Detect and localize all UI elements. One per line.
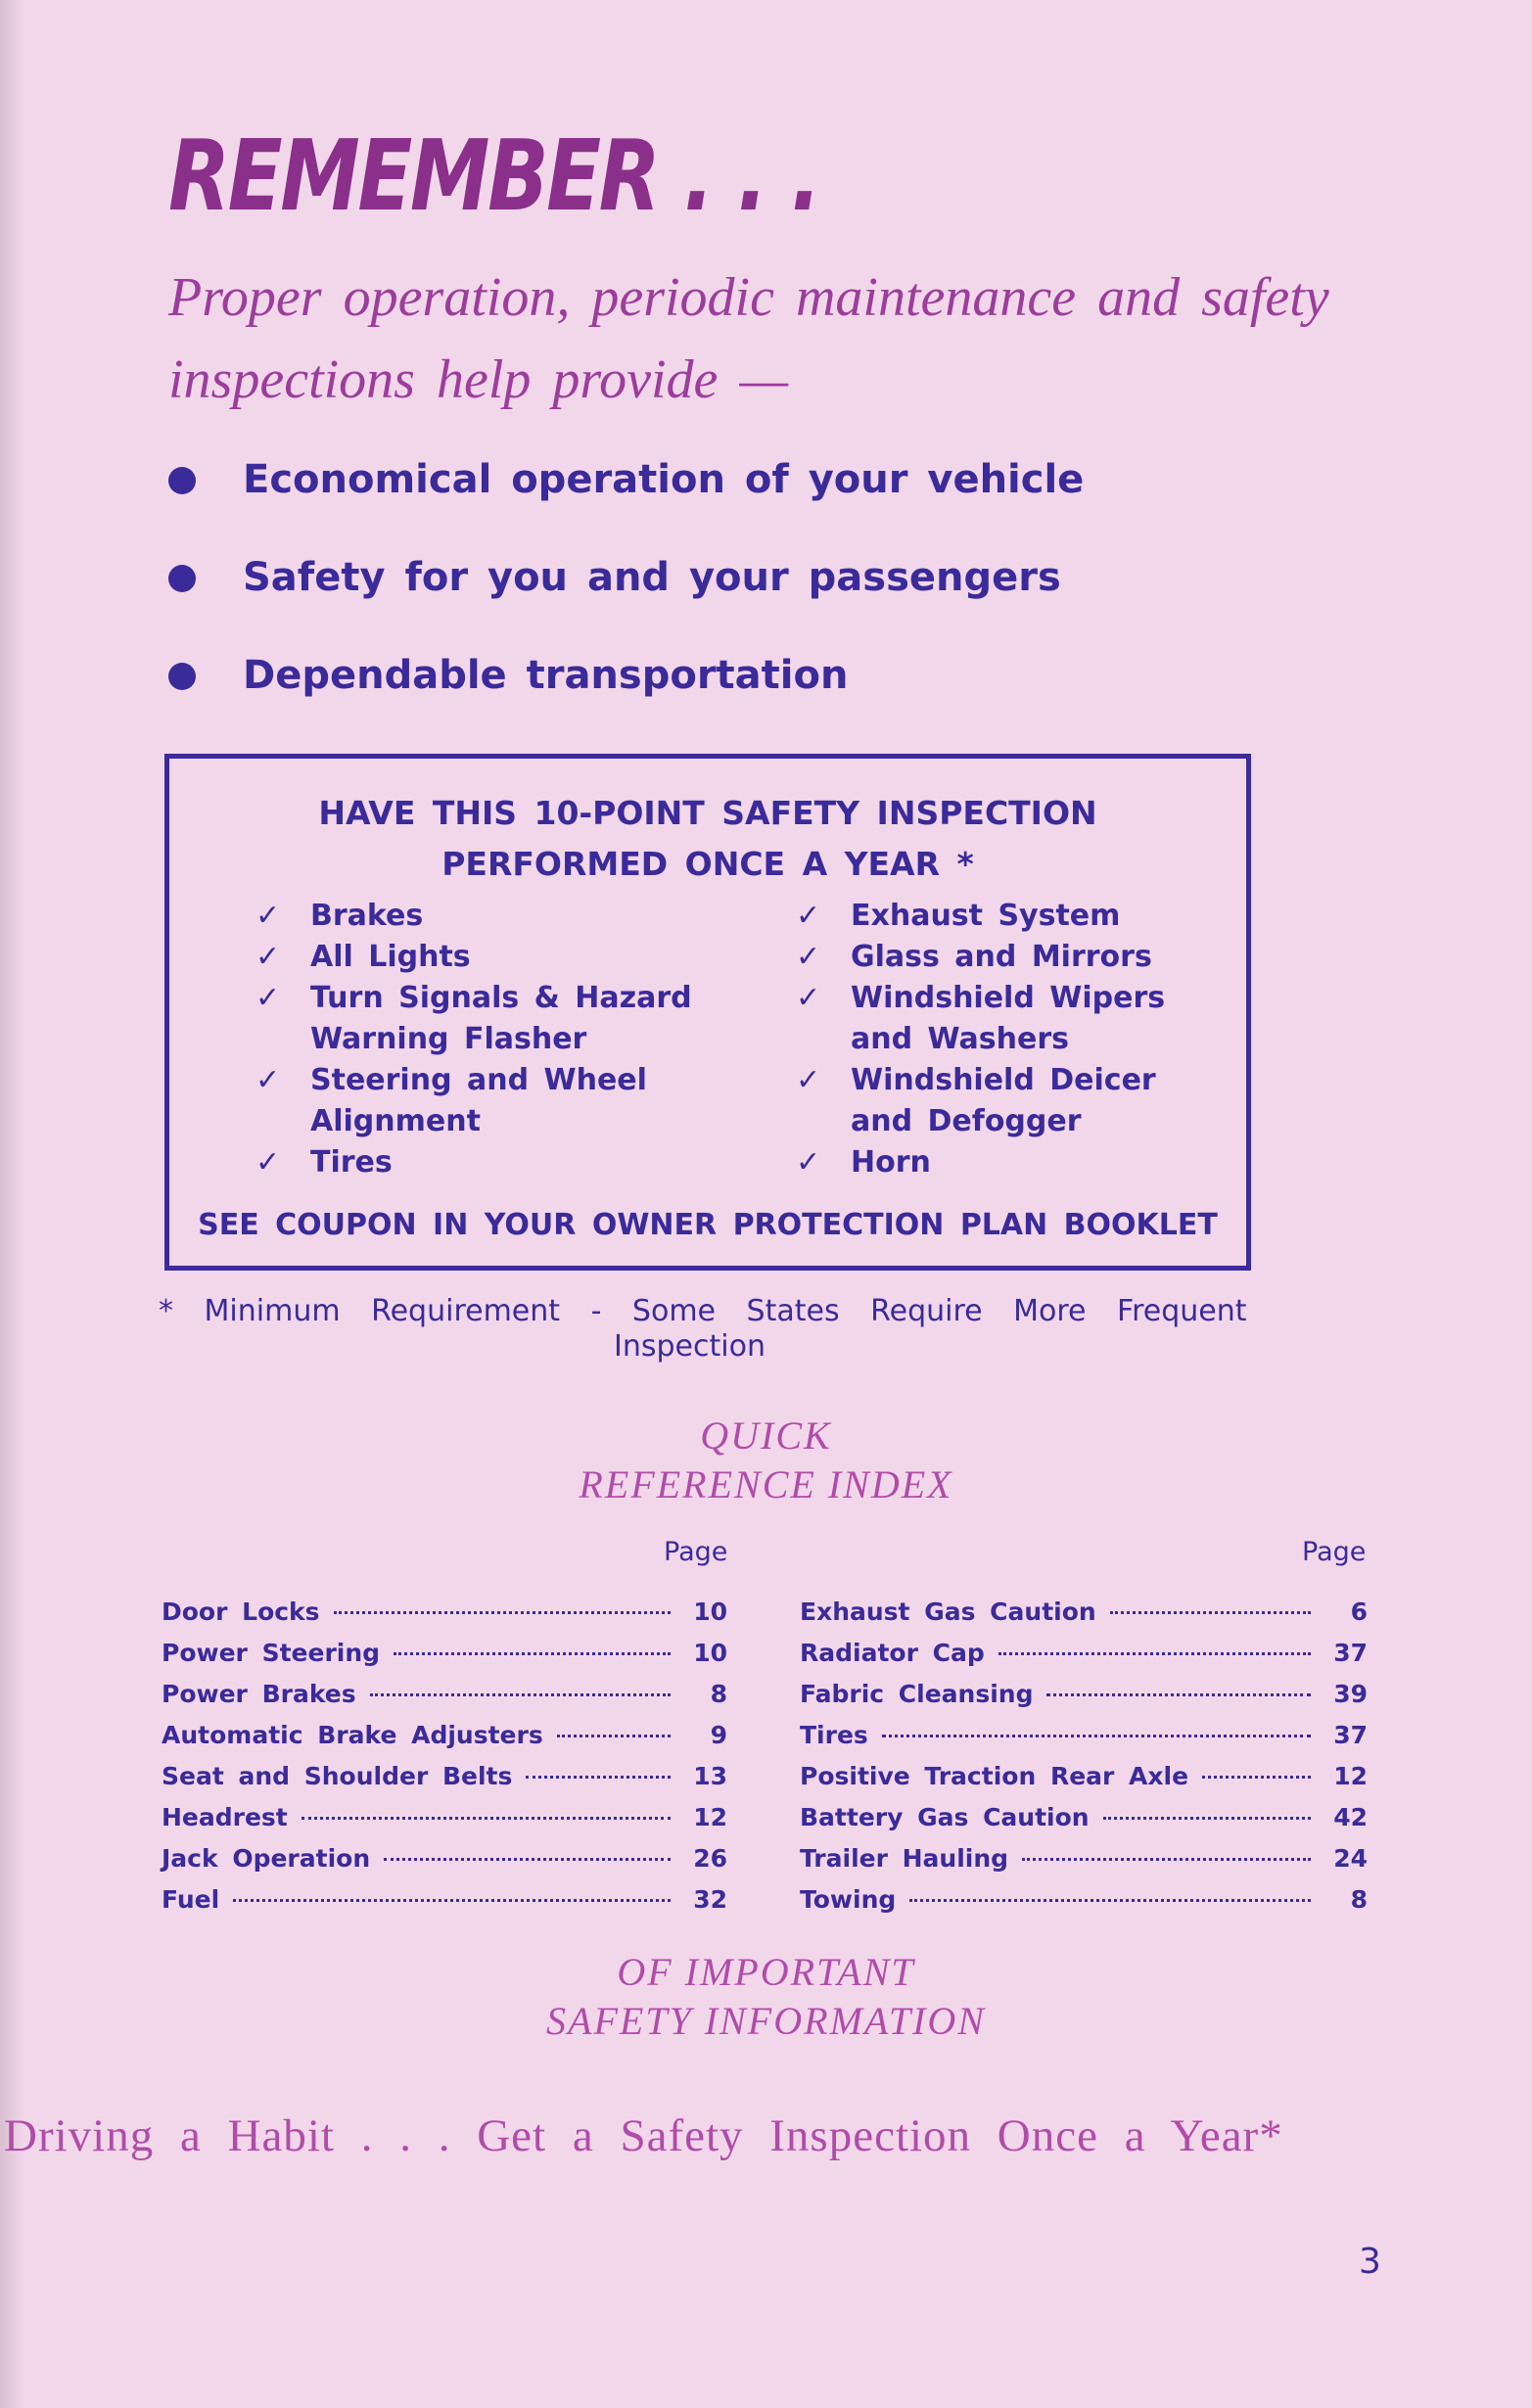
index-title-line2: REFERENCE INDEX [579,1462,953,1506]
index-topic: Power Brakes [162,1680,356,1708]
dot-leader [557,1735,671,1737]
index-entry [162,1762,727,1803]
checklist-item [255,1142,716,1183]
index-topic: Headrest [162,1803,288,1831]
dot-leader [526,1776,671,1779]
index-entry [162,1680,727,1721]
index-closing-line1: OF IMPORTANT [617,1950,915,1994]
index-topic: Fuel [162,1885,220,1914]
index-entry [162,1721,727,1762]
index-page: 6 [1350,1598,1368,1626]
index-topic: Fabric Cleansing [800,1680,1034,1708]
index-page: 39 [1333,1680,1368,1708]
page-binding-shadow [0,0,25,2408]
checklist-item-text: Tires [310,1145,393,1180]
checklist-item-text: Glass and Mirrors [851,940,1152,974]
index-page-header-right: Page [1302,1537,1367,1567]
dot-leader [1103,1817,1311,1820]
dot-leader [1046,1693,1311,1696]
checklist-item-text: All Lights [310,940,471,974]
checklist-item-text: Horn [851,1145,931,1180]
index-page: 8 [1350,1885,1368,1914]
index-topic: Trailer Hauling [800,1844,1009,1873]
checkmark-icon: ✓ [796,981,821,1015]
intro-text: Proper operation, periodic maintenance and safety inspections help provide — [168,267,1329,410]
index-page: 13 [693,1762,727,1790]
index-entry [162,1598,727,1639]
index-entry [162,1885,727,1926]
dot-leader [302,1817,671,1820]
checklist-item [255,937,716,978]
index-page: 37 [1333,1639,1368,1667]
dot-leader [394,1652,671,1655]
benefit-item [168,641,1084,739]
index-closing-title [0,1948,1532,2046]
inspection-box-title [169,788,1246,890]
dot-leader [1202,1776,1311,1779]
index-title [0,1412,1532,1509]
footnote-line2: Inspection [614,1329,766,1364]
index-topic: Power Steering [162,1639,381,1667]
checkmark-icon: ✓ [255,1063,281,1097]
index-page: 10 [693,1598,727,1626]
index-entry [800,1844,1368,1885]
dot-leader [370,1693,671,1696]
checkmark-icon: ✓ [796,1063,821,1097]
dot-leader [998,1652,1311,1655]
checklist-item-text: Brakes [310,899,424,933]
checklist-item [255,978,716,1060]
index-topic: Tires [800,1721,868,1749]
index-entry [800,1680,1368,1721]
index-entry [800,1639,1368,1680]
benefit-text: Economical operation of your vehicle [243,457,1085,502]
index-title-line1: QUICK [700,1413,832,1458]
dot-leader [1110,1611,1311,1614]
dot-leader [909,1899,1311,1902]
benefit-text: Safety for you and your passengers [243,555,1061,600]
page-headline: REMEMBER . . . [168,118,819,233]
dot-leader [1022,1858,1311,1861]
index-topic: Exhaust Gas Caution [800,1598,1096,1626]
dot-leader [334,1611,671,1614]
index-page: 10 [693,1639,727,1667]
checklist-item [796,1060,1227,1142]
index-page: 9 [710,1721,727,1749]
checklist-item [796,896,1227,937]
footnote [159,1294,1275,1365]
inspection-title-line2: PERFORMED ONCE A YEAR * [441,845,974,883]
bullet-icon [168,663,196,690]
inspection-checklist-left [255,896,716,1183]
index-topic: Door Locks [162,1598,320,1626]
safety-slogan: Driving a Habit . . . Get a Safety Inspection Once a Year* [4,2110,1283,2161]
checklist-item [796,937,1227,978]
checklist-item [255,896,716,937]
index-page: 12 [1333,1762,1368,1790]
checklist-item [796,1142,1227,1183]
index-entry [800,1762,1368,1803]
index-topic: Towing [800,1885,897,1914]
index-page: 42 [1333,1803,1368,1831]
checklist-item-text: Windshield Deicer and Defogger [851,1063,1156,1138]
dot-leader [233,1899,671,1902]
checklist-item-text: Windshield Wipers and Washers [851,981,1166,1056]
index-closing-line2: SAFETY INFORMATION [546,1999,986,2043]
dot-leader [384,1858,671,1861]
checkmark-icon: ✓ [796,1145,821,1180]
index-topic: Jack Operation [162,1844,371,1873]
index-entry [800,1598,1368,1639]
inspection-checklist-right [796,896,1227,1183]
index-page: 37 [1333,1721,1368,1749]
index-entry [162,1844,727,1885]
index-page: 32 [693,1885,727,1914]
bullet-icon [168,467,196,494]
checkmark-icon: ✓ [255,940,281,974]
dot-leader [882,1735,1311,1737]
footnote-line1: * Minimum Requirement - Some States Require More Frequent [159,1294,1247,1328]
benefit-item [168,543,1084,641]
checkmark-icon: ✓ [255,899,281,933]
index-list-left [162,1598,727,1926]
index-entry [800,1885,1368,1926]
index-entry [800,1721,1368,1762]
index-page: 24 [1333,1844,1368,1873]
index-page: 8 [710,1680,727,1708]
index-page: 12 [693,1803,727,1831]
index-page: 26 [693,1844,727,1873]
index-entry [800,1803,1368,1844]
bullet-icon [168,565,196,592]
benefit-item [168,445,1084,543]
benefit-text: Dependable transportation [243,653,849,698]
checklist-item-text: Steering and Wheel Alignment [310,1063,647,1138]
checklist-item [255,1060,716,1142]
index-topic: Automatic Brake Adjusters [162,1721,543,1749]
inspection-box-footer: SEE COUPON IN YOUR OWNER PROTECTION PLAN BOOKLET [198,1208,1218,1242]
index-topic: Radiator Cap [800,1639,985,1667]
checkmark-icon: ✓ [796,899,821,933]
index-topic: Seat and Shoulder Belts [162,1762,513,1790]
page-number: 3 [1359,2242,1381,2282]
checklist-item [796,978,1227,1060]
index-entry [162,1639,727,1680]
index-page-header-left: Page [664,1537,728,1567]
checkmark-icon: ✓ [796,940,821,974]
checklist-item-text: Turn Signals & Hazard Warning Flasher [310,981,692,1056]
checkmark-icon: ✓ [255,981,281,1015]
checklist-item-text: Exhaust System [851,899,1121,933]
inspection-title-line1: HAVE THIS 10-POINT SAFETY INSPECTION [318,794,1097,832]
index-topic: Positive Traction Rear Axle [800,1762,1189,1790]
checkmark-icon: ✓ [255,1145,281,1180]
index-topic: Battery Gas Caution [800,1803,1090,1831]
safety-inspection-box [164,754,1251,1271]
index-list-right [800,1598,1368,1926]
benefits-list [168,445,1084,739]
index-entry [162,1803,727,1844]
